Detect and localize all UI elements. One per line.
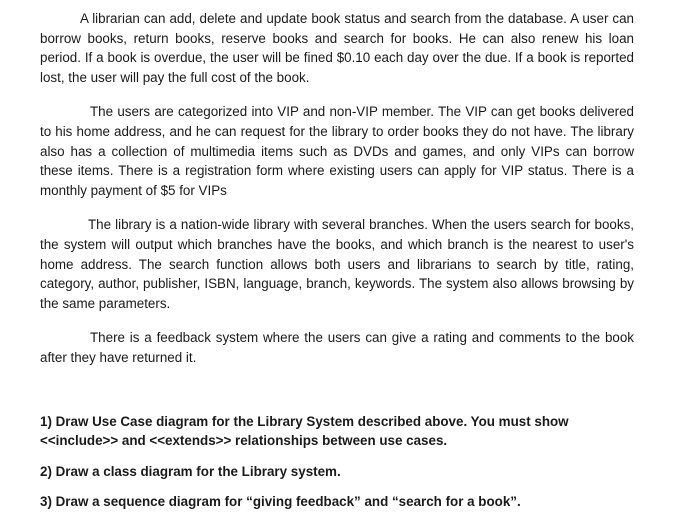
paragraph-vip-membership: The users are categorized into VIP and non-VIP member. The VIP can get books delivered to his home address, and he can request for the library to order books they do not have. The library also has a collection of multimedia items such as DVDs and games, and only VIPs can borrow these items. There is a registration form where existing users can apply for VIP status. There is a monthly payment of $5 for VIPs — [40, 104, 634, 198]
question-class-diagram: 2) Draw a class diagram for the Library system. — [40, 463, 341, 479]
paragraph-branches-search: The library is a nation-wide library with several branches. When the users search for books, the system will output which branches have the books, and which branch is the nearest to user's home address. The search function allows both users and librarians to search by title, rating, category, author, publisher, ISBN, language, branch, keywords. The system also allows browsing by the same parameters. — [40, 217, 634, 311]
paragraph-librarian-functions: A librarian can add, delete and update book status and search from the database. A user can borrow books, return books, reserve books and search for books. He can also renew his loan period. If a book is overdue, the user will be fined $0.10 each day over the due. If a book is reported lost, the user will pay the full cost of the book. — [40, 11, 634, 85]
paragraph-feedback-system: There is a feedback system where the users can give a rating and comments to the book after they have returned it. — [40, 330, 634, 365]
question-use-case-diagram: 1) Draw Use Case diagram for the Library System described above. You must show <<include>> and <<extends>> relationships between use cases. — [40, 413, 569, 449]
questions-list — [40, 412, 634, 512]
document-body — [40, 9, 634, 512]
question-sequence-diagram: 3) Draw a sequence diagram for “giving feedback” and “search for a book”. — [40, 494, 521, 510]
